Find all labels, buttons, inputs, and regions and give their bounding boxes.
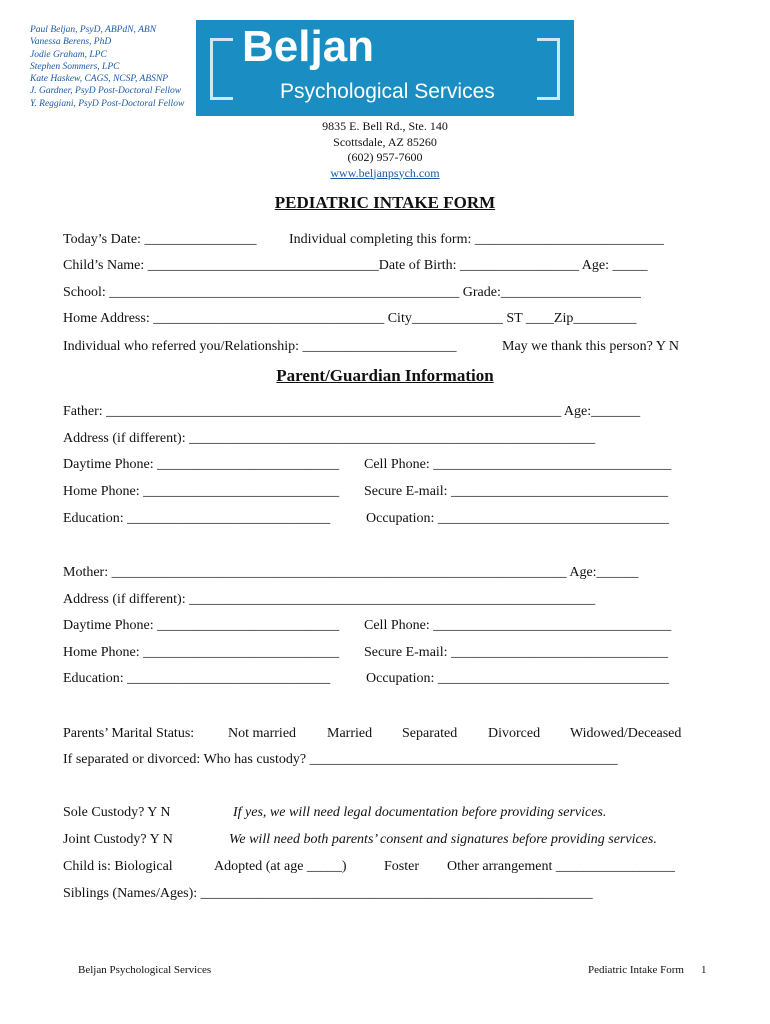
individual-completing-field[interactable]: Individual completing this form: ___________________________: [289, 232, 664, 247]
logo-bracket-left: [210, 38, 233, 100]
father-home-phone-field[interactable]: Home Phone: ____________________________: [63, 484, 340, 499]
address-phone: (602) 957-7600: [347, 150, 423, 164]
staff-name: Stephen Sommers, LPC: [30, 61, 120, 72]
father-cell-phone-field[interactable]: Cell Phone: __________________________________: [364, 457, 672, 472]
child-is-adopted[interactable]: Adopted (at age _____): [214, 859, 347, 874]
marital-option-widowed[interactable]: Widowed/Deceased: [570, 726, 682, 741]
mother-home-phone-field[interactable]: Home Phone: ____________________________: [63, 645, 340, 660]
staff-name: J. Gardner, PsyD Post-Doctoral Fellow: [30, 86, 182, 97]
father-occupation-field[interactable]: Occupation: _________________________________: [366, 511, 669, 526]
footer-right: Pediatric Intake Form: [588, 964, 684, 976]
mother-daytime-phone-field[interactable]: Daytime Phone: __________________________: [63, 618, 340, 633]
joint-custody-note: We will need both parents’ consent and signatures before providing services.: [229, 832, 657, 847]
mother-education-field[interactable]: Education: _____________________________: [63, 671, 331, 686]
referred-by-field[interactable]: Individual who referred you/Relationship: ______________________: [63, 339, 457, 354]
child-is-foster[interactable]: Foster: [384, 859, 419, 874]
staff-name: Paul Beljan, PsyD, ABPdN, ABN: [30, 25, 157, 35]
website-link[interactable]: www.beljanpsych.com: [330, 165, 440, 180]
childs-name-field[interactable]: Child’s Name: _________________________________Date of Birth: _________________ Age: _____: [63, 258, 648, 273]
staff-name: Y. Reggiani, PsyD Post-Doctoral Fellow: [30, 98, 185, 109]
joint-custody-field[interactable]: Joint Custody? Y N: [63, 832, 173, 847]
child-is-biological[interactable]: Child is: Biological: [63, 859, 173, 874]
mother-cell-phone-field[interactable]: Cell Phone: __________________________________: [364, 618, 672, 633]
beljan-logo: [196, 20, 574, 116]
father-daytime-phone-field[interactable]: Daytime Phone: __________________________: [63, 457, 340, 472]
address-city: Scottsdale, AZ 85260: [333, 134, 437, 149]
home-address-field[interactable]: Home Address: _________________________________ City_____________ ST ____Zip_________: [63, 311, 637, 326]
staff-name: Vanessa Berens, PhD: [30, 37, 112, 48]
address-street: 9835 E. Bell Rd., Ste. 140: [322, 119, 448, 133]
custody-question-field[interactable]: If separated or divorced: Who has custody? ____________________________________________: [63, 752, 618, 767]
school-field[interactable]: School: __________________________________________________ Grade:____________________: [63, 285, 641, 300]
logo-name: Beljan: [242, 22, 375, 71]
logo-subtitle: Psychological Services: [280, 80, 495, 103]
footer-left: Beljan Psychological Services: [78, 964, 212, 976]
staff-name: Jodie Graham, LPC: [30, 49, 107, 60]
marital-option-married[interactable]: Married: [327, 726, 373, 741]
mother-email-field[interactable]: Secure E-mail: _______________________________: [364, 645, 669, 660]
mother-field[interactable]: Mother: _________________________________________________________________ Age:______: [63, 565, 639, 580]
marital-status-label: Parents’ Marital Status:: [63, 726, 195, 741]
father-email-field[interactable]: Secure E-mail: _______________________________: [364, 484, 669, 499]
marital-option-divorced[interactable]: Divorced: [488, 726, 541, 741]
address-block: [285, 119, 485, 181]
form-title: PEDIATRIC INTAKE FORM: [274, 193, 496, 212]
todays-date-field[interactable]: Today’s Date: ________________: [63, 232, 257, 247]
staff-list: [30, 24, 210, 110]
father-field[interactable]: Father: _________________________________________________________________ Age:_______: [63, 404, 641, 419]
section-title: Parent/Guardian Information: [276, 366, 494, 385]
father-address-field[interactable]: Address (if different): __________________________________________________________: [63, 431, 596, 446]
mother-address-field[interactable]: Address (if different): __________________________________________________________: [63, 592, 596, 607]
marital-option-separated[interactable]: Separated: [402, 726, 458, 741]
mother-occupation-field[interactable]: Occupation: _________________________________: [366, 671, 669, 686]
marital-option-not-married[interactable]: Not married: [228, 726, 297, 741]
child-is-other[interactable]: Other arrangement _________________: [447, 859, 675, 874]
father-education-field[interactable]: Education: _____________________________: [63, 511, 331, 526]
may-we-thank-field[interactable]: May we thank this person? Y N: [502, 339, 680, 354]
siblings-field[interactable]: Siblings (Names/Ages): ________________________________________________________: [63, 886, 593, 901]
sole-custody-field[interactable]: Sole Custody? Y N: [63, 805, 171, 820]
staff-name: Kate Haskew, CAGS, NCSP, ABSNP: [30, 74, 169, 85]
page-number: 1: [701, 964, 707, 976]
logo-bracket-right: [537, 38, 560, 100]
sole-custody-note: If yes, we will need legal documentation before providing services.: [233, 805, 607, 820]
